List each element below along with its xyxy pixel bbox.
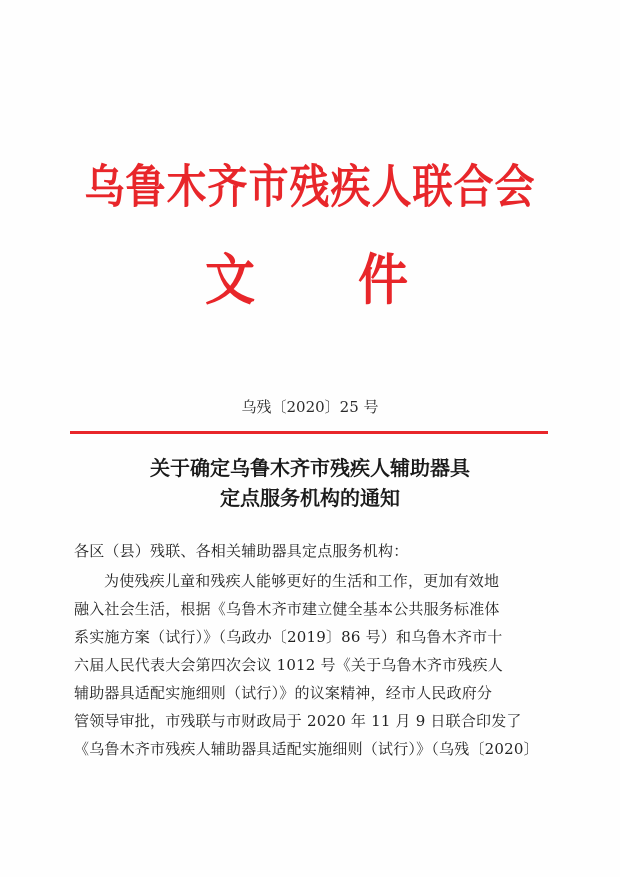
document-number: 乌残〔2020〕25 号 [241,398,379,416]
body-line-4: 六届人民代表大会第四次会议 1012 号《关于乌鲁木齐市残疾人 [74,656,503,674]
body-line-5: 辅助器具适配实施细则（试行）》的议案精神，经市人民政府分 [74,684,493,702]
document-label-jian: 件 [358,247,408,313]
salutation: 各区（县）残联、各相关辅助器具定点服务机构： [74,542,409,560]
document-label-wen: 文 [205,247,255,313]
red-divider-line [70,431,548,434]
body-line-1: 为使残疾儿童和残疾人能够更好的生活和工作，更加有效地 [104,572,500,590]
body-line-3: 系实施方案（试行）》（乌政办〔2019〕86 号）和乌鲁木齐市十 [74,628,503,646]
body-line-7: 《乌鲁木齐市残疾人辅助器具适配实施细则（试行）》（乌残〔2020〕 [74,740,539,758]
notice-title-line-2: 定点服务机构的通知 [220,486,400,510]
body-line-6: 管领导审批，市残联与市财政局于 2020 年 11 月 9 日联合印发了 [74,712,522,730]
notice-title-line-1: 关于确定乌鲁木齐市残疾人辅助器具 [150,456,470,480]
issuer-title: 乌鲁木齐市残疾人联合会 [84,159,536,214]
body-line-2: 融入社会生活，根据《乌鲁木齐市建立健全基本公共服务标准体 [74,600,500,618]
